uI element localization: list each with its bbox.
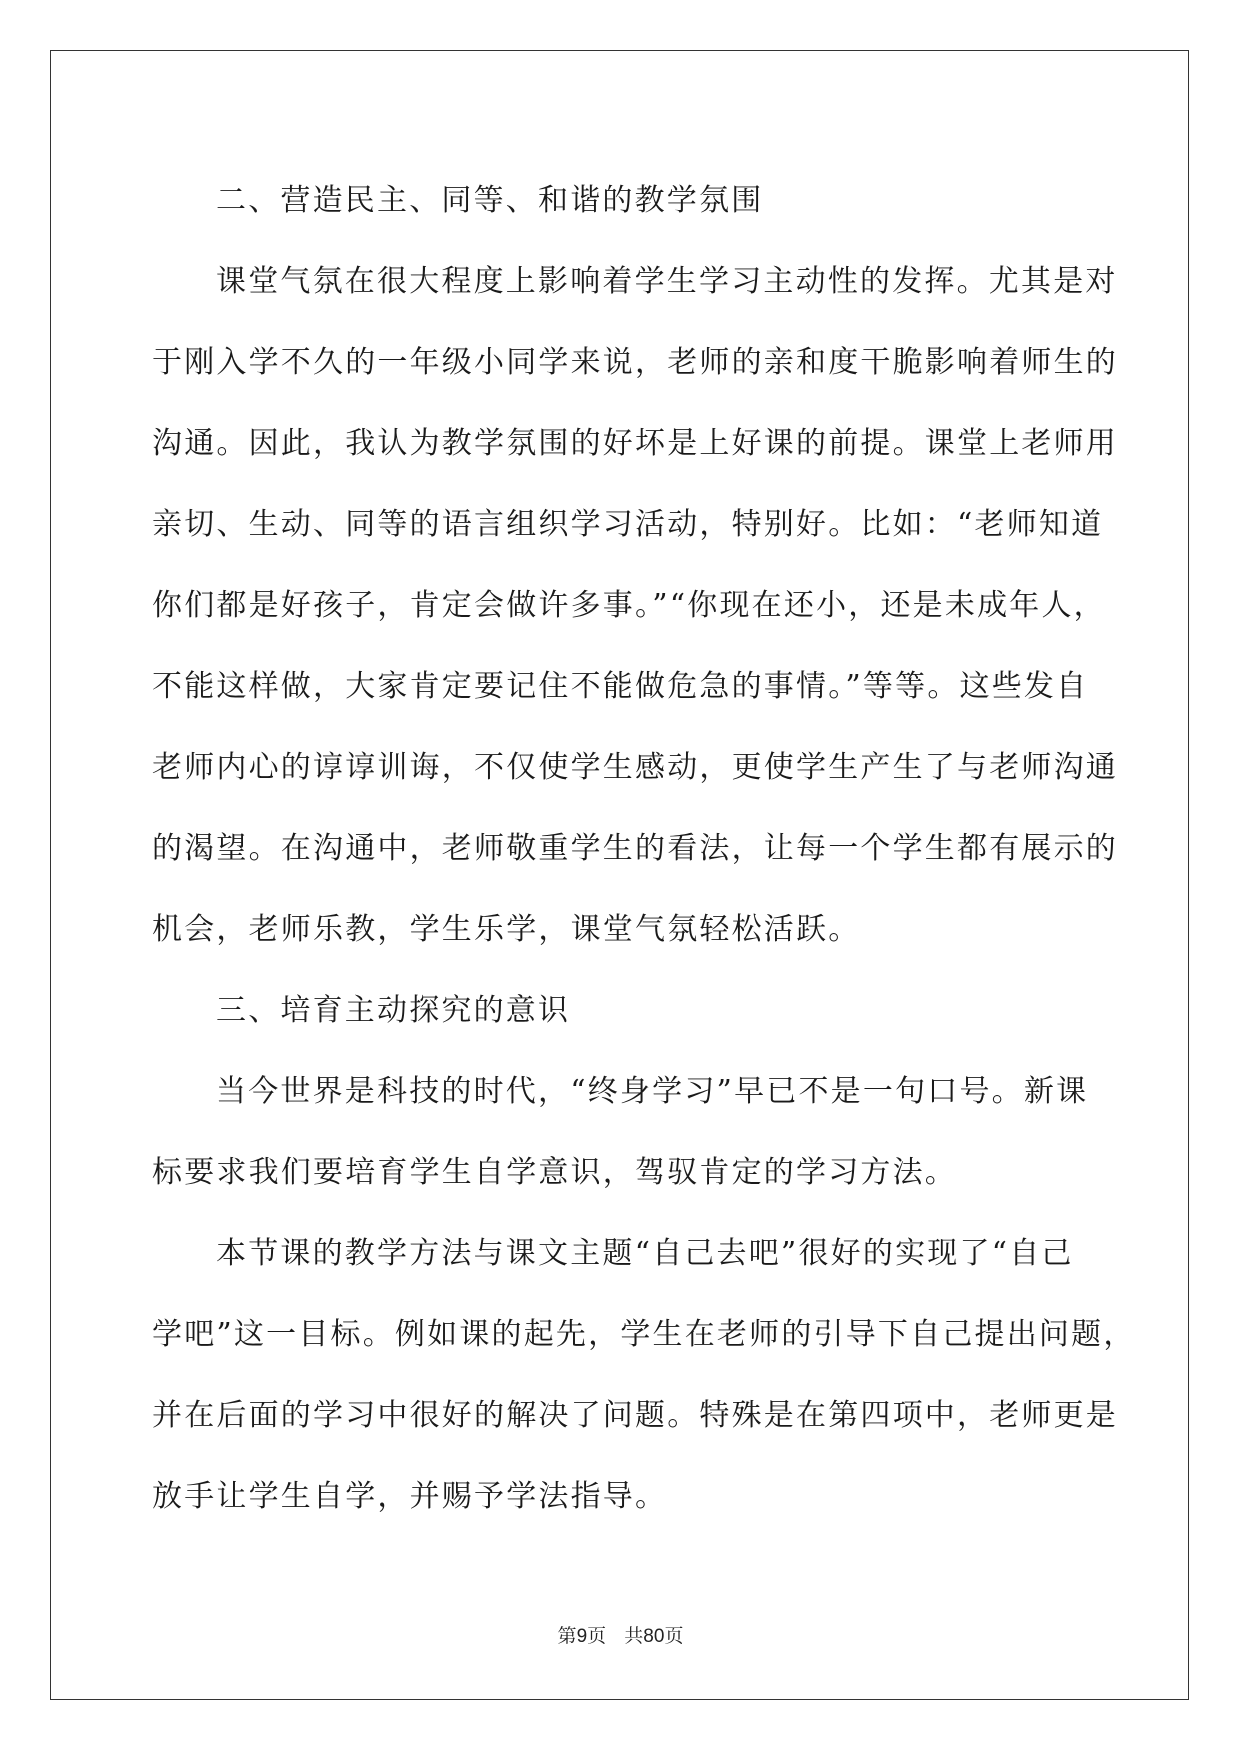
paragraph-line: 沟通。因此，我认为教学氛围的好坏是上好课的前提。课堂上老师用 xyxy=(152,426,1118,461)
paragraph-line: 不能这样做，大家肯定要记住不能做危急的事情。”等等。这些发自 xyxy=(152,669,1089,704)
paragraph-line: 放手让学生自学，并赐予学法指导。 xyxy=(152,1479,668,1514)
page-prefix: 第 xyxy=(557,1625,577,1647)
section-heading-2: 二、营造民主、同等、和谐的教学氛围 xyxy=(216,183,764,218)
paragraph-line: 学吧”这一目标。例如课的起先，学生在老师的引导下自己提出问题， xyxy=(152,1317,1136,1352)
paragraph-line: 机会，老师乐教，学生乐学，课堂气氛轻松活跃。 xyxy=(152,912,861,947)
total-prefix: 共 xyxy=(624,1625,644,1647)
paragraph-line: 当今世界是科技的时代，“终身学习”早已不是一句口号。新课 xyxy=(216,1074,1089,1109)
paragraph-line: 本节课的教学方法与课文主题“自己去吧”很好的实现了“自己 xyxy=(216,1236,1074,1271)
paragraph-line: 并在后面的学习中很好的解决了问题。特殊是在第四项中，老师更是 xyxy=(152,1398,1118,1433)
paragraph-line: 亲切、生动、同等的语言组织学习活动，特别好。比如：“老师知道 xyxy=(152,507,1104,542)
total-pages: 80 xyxy=(643,1626,665,1647)
paragraph-line: 的渴望。在沟通中，老师敬重学生的看法，让每一个学生都有展示的 xyxy=(152,831,1118,866)
paragraph-line: 老师内心的谆谆训诲，不仅使学生感动，更使学生产生了与老师沟通 xyxy=(152,750,1118,785)
paragraph-line: 于刚入学不久的一年级小同学来说，老师的亲和度干脆影响着师生的 xyxy=(152,345,1118,380)
page-number: 9 xyxy=(576,1626,588,1647)
section-heading-3: 三、培育主动探究的意识 xyxy=(216,993,571,1028)
paragraph-line: 课堂气氛在很大程度上影响着学生学习主动性的发挥。尤其是对 xyxy=(216,264,1118,299)
page-suffix: 页 xyxy=(587,1625,607,1647)
paragraph-line: 标要求我们要培育学生自学意识，驾驭肯定的学习方法。 xyxy=(152,1155,957,1190)
paragraph-line: 你们都是好孩子，肯定会做许多事。”“你现在还小，还是未成年人， xyxy=(152,588,1106,623)
document-body xyxy=(152,160,1136,1537)
page-footer xyxy=(0,1624,1241,1649)
total-suffix: 页 xyxy=(664,1625,684,1647)
